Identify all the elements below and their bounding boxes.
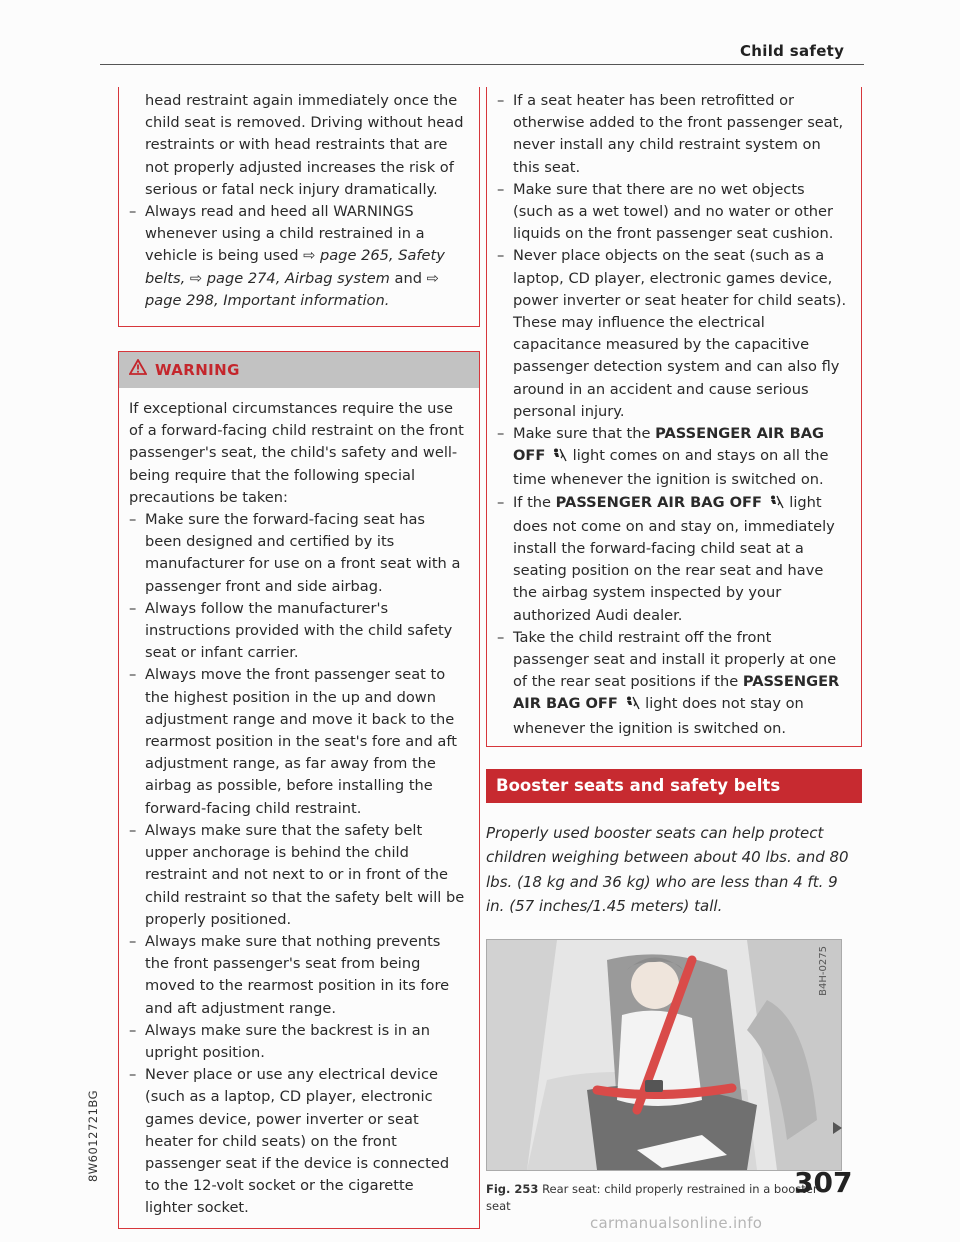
figure-caption	[486, 1181, 836, 1215]
list-item: – Make sure that there are no wet objects (such as a wet towel) and no water or other liquids on the front passenger seat cushion.	[497, 179, 849, 246]
page-reference-link[interactable]: ⇨ page 265, Safety belts,	[145, 247, 445, 287]
list-item	[497, 423, 849, 492]
header-divider	[100, 64, 864, 65]
indicator-label: PASSENGER AIR BAG OFF	[513, 425, 825, 465]
warning-title: WARNING	[155, 360, 240, 379]
item-text: If the	[513, 493, 556, 511]
indicator-label: PASSENGER AIR BAG OFF	[513, 673, 840, 713]
item-text: light does not stay on whenever the ignition is switched on.	[513, 695, 804, 737]
warning-list	[129, 509, 465, 1220]
warning-triangle-icon	[129, 359, 147, 381]
continued-list	[129, 201, 465, 312]
list-item: – Make sure the forward-facing seat has been designed and certified by its manufacturer for use on a front seat with a passenger front and side airbag.	[129, 509, 465, 598]
list-item	[129, 201, 465, 312]
warning-box	[118, 351, 480, 1229]
booster-seat-illustration	[487, 940, 841, 1170]
list-item: – If a seat heater has been retrofitted or otherwise added to the front passenger seat, never install any child restraint system on this seat.	[497, 90, 849, 179]
figure-caption-text: Rear seat: child properly restrained in a booster seat	[486, 1181, 818, 1213]
page-header-title: Child safety	[740, 42, 845, 60]
watermark: carmanualsonline.info	[590, 1214, 763, 1232]
bullet-conjunction: and	[389, 269, 427, 287]
page-number: 307	[794, 1166, 853, 1199]
list-item: – Always make sure that nothing prevents the front passenger's seat from being moved to the rearmost position in its fore and aft adjustment range.	[129, 931, 465, 1020]
figure-code: B4H-0275	[817, 945, 829, 996]
warning-continued-list	[497, 90, 849, 740]
item-text: light comes on and stays on all the time whenever the ignition is switched on.	[513, 447, 829, 489]
warning-intro: If exceptional circumstances require the use of a forward-facing child restraint on the front passenger's seat, the child's safety and well-being require that the following special precautions be taken:	[129, 400, 464, 506]
indicator-label: PASSENGER AIR BAG OFF	[555, 493, 763, 511]
figure-booster-seat	[486, 939, 842, 1171]
section-intro: Properly used booster seats can help protect children weighing between about 40 lbs. and 80 lbs. (18 kg and 36 kg) who are less than 4 ft. 9 in. (57 inches/1.45 meters) tall.	[486, 823, 849, 916]
continue-arrow-icon	[833, 1122, 842, 1134]
list-item: – Never place or use any electrical device (such as a laptop, CD player, electronic games device, power inverter or seat heater for child seats) on the front passenger seat if the device is connected to the 12-volt socket or the cigarette lighter socket.	[129, 1064, 465, 1219]
passenger-airbag-off-icon	[551, 447, 567, 469]
figure-label: Fig. 253	[486, 1181, 539, 1196]
continued-paragraph: head restraint again immediately once the child seat is removed. Driving without head restraints or with head restraints that are not properly adjusted increases the risk of serious or fatal neck injury dramatically.	[145, 92, 464, 198]
passenger-airbag-off-icon	[768, 494, 784, 516]
list-item: – Never place objects on the seat (such as a laptop, CD player, electronic games device, power inverter or seat heater for child seats). These may influence the electrical capacitance measured by the capacitive passenger detection system and can also fly around in an accident and cause serious personal injury.	[497, 245, 849, 423]
passenger-airbag-off-icon	[624, 695, 640, 717]
bullet-text: Always read and heed all WARNINGS whenever using a child restrained in a vehicle is being used	[145, 203, 425, 265]
list-item: – Always move the front passenger seat to the highest position in the up and down adjustment range and move it back to the rearmost position in the seat's fore and aft adjustment range, as far away from the airbag as possible, before installing the forward-facing child restraint.	[129, 664, 465, 819]
list-item: – Always make sure that the safety belt upper anchorage is behind the child restraint and not next to or in front of the child restraint so that the safety belt will be properly positioned.	[129, 820, 465, 931]
page-reference-link[interactable]: ⇨ page 298, Important information.	[145, 269, 439, 309]
item-text: light does not come on and stay on, immediately install the forward-facing child seat at a seating position on the rear seat and have the airbag system inspected by your authorized Audi dealer.	[513, 493, 835, 624]
continued-notice-box	[118, 87, 480, 327]
section-heading: Booster seats and safety belts	[486, 769, 862, 803]
list-item	[497, 492, 849, 627]
left-column	[118, 87, 480, 1229]
right-column	[486, 87, 862, 1215]
list-item: – Always follow the manufacturer's instructions provided with the child safety seat or infant carrier.	[129, 598, 465, 665]
list-item	[497, 627, 849, 740]
page-reference-link[interactable]: ⇨ page 274, Airbag system	[189, 269, 390, 287]
item-text: Make sure that the	[513, 425, 656, 443]
document-code: 8W6012721BG	[86, 1090, 100, 1183]
warning-continued-box	[486, 87, 862, 747]
item-text: Take the child restraint off the front passenger seat and install it properly at one of the rear seat positions if the	[513, 628, 837, 691]
warning-body	[119, 388, 479, 1228]
list-item: – Always make sure the backrest is in an upright position.	[129, 1020, 465, 1064]
warning-header	[119, 352, 479, 388]
